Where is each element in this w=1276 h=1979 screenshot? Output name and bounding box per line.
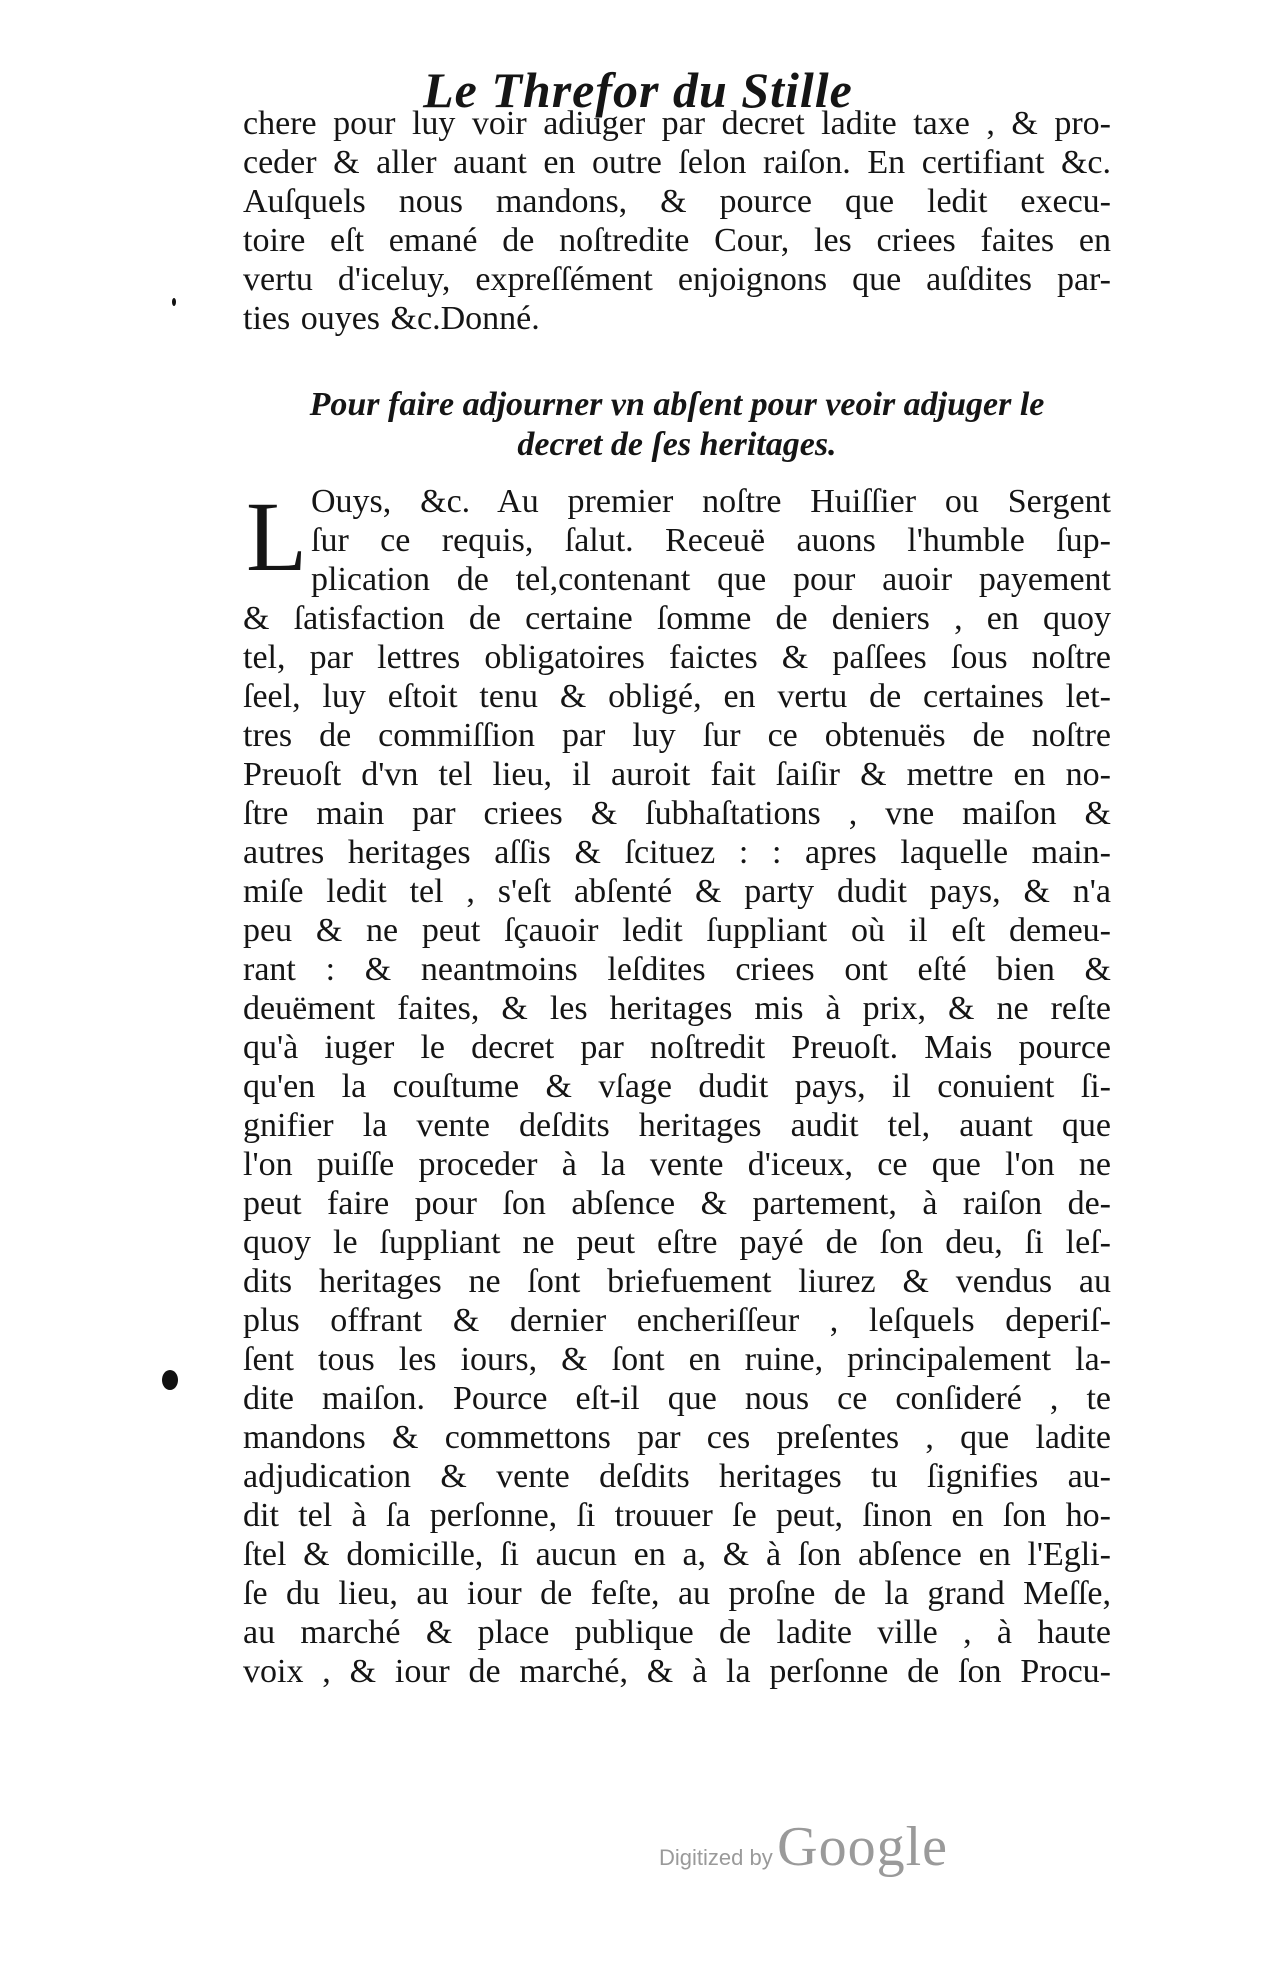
text-line: au marché & place publique de ladite ville , à haute bbox=[243, 1614, 1111, 1651]
text-line: tres de commiſſion par luy ſur ce obtenuës de noſtre bbox=[243, 717, 1111, 754]
drop-cap: L bbox=[246, 481, 308, 592]
text-line: dit tel à ſa perſonne, ſi trouuer ſe peut, ſinon en ſon ho- bbox=[243, 1497, 1111, 1534]
text-line: miſe ledit tel , s'eſt abſenté & party dudit pays, & n'a bbox=[243, 873, 1111, 910]
text-line: peut faire pour ſon abſence & partement, à raiſon de- bbox=[243, 1185, 1111, 1222]
text-line: ſent tous les iours, & ſont en ruine, principalement la- bbox=[243, 1341, 1111, 1378]
paragraph-2 bbox=[243, 482, 1111, 1691]
text-line: quoy le ſuppliant ne peut eſtre payé de ſon deu, ſi leſ- bbox=[243, 1224, 1111, 1261]
text-line: tel, par lettres obligatoires faictes & paſſees ſous noſtre bbox=[243, 639, 1111, 676]
text-line: rant : & neantmoins leſdites criees ont eſté bien & bbox=[243, 951, 1111, 988]
ink-blot bbox=[162, 1370, 178, 1390]
paragraph-1 bbox=[243, 104, 1111, 338]
heading-line: Pour faire adjourner vn abſent pour veoir adjuger le bbox=[309, 386, 1045, 423]
text-line: qu'en la couſtume & vſage dudit pays, il conuient ſi- bbox=[243, 1068, 1111, 1105]
text-line: ſtel & domicille, ſi aucun en a, & à ſon abſence en l'Egli- bbox=[243, 1536, 1111, 1573]
digitized-watermark bbox=[659, 1815, 948, 1879]
section-heading bbox=[243, 385, 1111, 465]
ink-speck bbox=[172, 298, 176, 306]
heading-line: decret de ſes heritages. bbox=[517, 426, 837, 463]
text-line: ceder & aller auant en outre ſelon raiſon. En certifiant &c. bbox=[243, 144, 1111, 181]
text-line: plus offrant & dernier encheriſſeur , leſquels deperiſ- bbox=[243, 1302, 1111, 1339]
text-line: dits heritages ne ſont briefuement liurez & vendus au bbox=[243, 1263, 1111, 1300]
text-line: toire eſt emané de noſtredite Cour, les criees faites en bbox=[243, 222, 1111, 259]
text-line: voix , & iour de marché, & à la perſonne de ſon Procu- bbox=[243, 1653, 1111, 1690]
text-line: peu & ne peut ſçauoir ledit ſuppliant où il eſt demeu- bbox=[243, 912, 1111, 949]
text-line: & ſatisfaction de certaine ſomme de deniers , en quoy bbox=[243, 600, 1111, 637]
watermark-prefix: Digitized by bbox=[659, 1845, 773, 1870]
text-line: ſur ce requis, ſalut. Receuë auons l'humble ſup- bbox=[311, 522, 1111, 559]
running-head: Le Threfor du Stille bbox=[423, 62, 853, 118]
text-line: gnifier la vente deſdits heritages audit tel, auant que bbox=[243, 1107, 1111, 1144]
text-line: deuëment faites, & les heritages mis à prix, & ne reſte bbox=[243, 990, 1111, 1027]
text-line: qu'à iuger le decret par noſtredit Preuoſt. Mais pource bbox=[243, 1029, 1111, 1066]
text-line: ſtre main par criees & ſubhaſtations , vne maiſon & bbox=[243, 795, 1111, 832]
text-line: dite maiſon. Pource eſt-il que nous ce conſideré , te bbox=[243, 1380, 1111, 1417]
google-logo: Google bbox=[777, 1816, 949, 1878]
text-line: adjudication & vente deſdits heritages tu ſignifies au- bbox=[243, 1458, 1111, 1495]
text-line: Ouys, &c. Au premier noſtre Huiſſier ou Sergent bbox=[311, 483, 1111, 520]
text-line: ſeel, luy eſtoit tenu & obligé, en vertu de certaines let- bbox=[243, 678, 1111, 715]
text-line: ties ouyes &c.Donné. bbox=[243, 300, 540, 337]
text-line: ſe du lieu, au iour de feſte, au proſne de la grand Meſſe, bbox=[243, 1575, 1111, 1612]
text-line: l'on puiſſe proceder à la vente d'iceux, ce que l'on ne bbox=[243, 1146, 1111, 1183]
text-line: plication de tel,contenant que pour auoir payement bbox=[311, 561, 1111, 598]
text-line: chere pour luy voir adiuger par decret ladite taxe , & pro- bbox=[243, 105, 1111, 142]
text-line: Preuoſt d'vn tel lieu, il auroit fait ſaiſir & mettre en no- bbox=[243, 756, 1111, 793]
text-line: Auſquels nous mandons, & pource que ledit execu- bbox=[243, 183, 1111, 220]
text-line: mandons & commettons par ces preſentes , que ladite bbox=[243, 1419, 1111, 1456]
text-line: autres heritages aſſis & ſcituez : : apres laquelle main- bbox=[243, 834, 1111, 871]
text-line: vertu d'iceluy, expreſſément enjoignons que auſdites par- bbox=[243, 261, 1111, 298]
